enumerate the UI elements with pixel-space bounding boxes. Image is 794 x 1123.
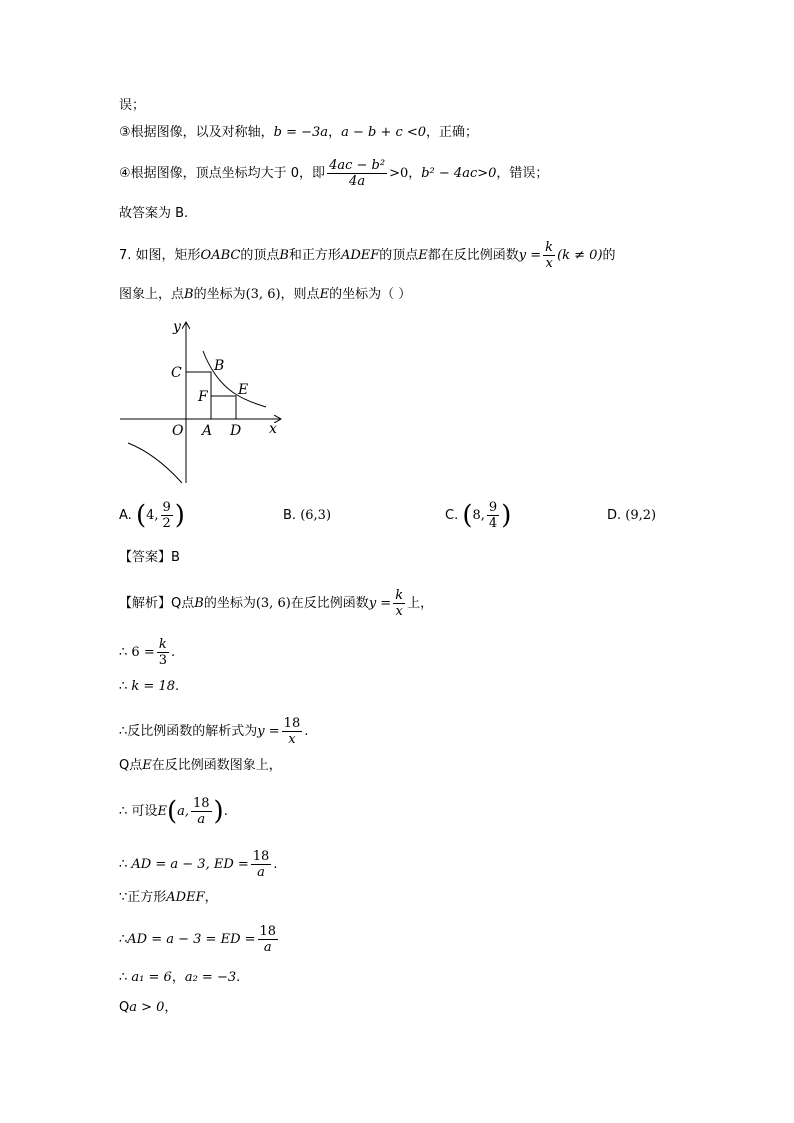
- math-symbol: B: [194, 596, 204, 611]
- text: Q: [119, 1000, 130, 1015]
- text: 【答案】B: [119, 550, 180, 565]
- math-expression: a₁ = 6: [131, 970, 172, 985]
- math-symbol: E: [319, 287, 330, 302]
- text: ，: [204, 890, 218, 905]
- fraction: [393, 588, 405, 619]
- text-line: [119, 158, 548, 189]
- text: 7. 如图，矩形: [119, 248, 201, 263]
- math-expression: (3, 6): [245, 287, 281, 302]
- label-d: D: [230, 423, 242, 439]
- solution-line: [119, 968, 240, 988]
- solution-line: [119, 849, 277, 880]
- text: 的顶点: [240, 248, 280, 263]
- fraction-denominator: a: [263, 940, 272, 955]
- text: .: [236, 970, 241, 985]
- text: ③根据图像，以及对称轴，: [119, 125, 274, 140]
- text: .: [273, 857, 278, 872]
- math-expression: a > 0: [129, 1000, 165, 1015]
- math-expression: AD = a − 3 = ED =: [127, 932, 256, 947]
- solution-line: [119, 677, 179, 697]
- solution-line: [119, 888, 218, 908]
- math-expression: b² − 4ac>0: [421, 166, 497, 181]
- math-expression: a₂ = −3: [184, 970, 237, 985]
- math-symbol: ADEF: [340, 248, 380, 263]
- math-expression: y =: [518, 248, 542, 263]
- text: ，: [328, 125, 342, 140]
- option-a: A. (4, $\frac{9}{2}$ ): [119, 500, 185, 531]
- math-expression: (k ≠ 0): [557, 248, 603, 263]
- text: 正方形: [127, 890, 167, 905]
- text: 的顶点: [379, 248, 419, 263]
- fraction: [487, 500, 499, 531]
- function-graph-figure: [112, 315, 292, 490]
- math-expression: 8,: [472, 508, 485, 523]
- option-letter: D.: [607, 508, 622, 523]
- fraction: [327, 158, 387, 189]
- label-e: E: [238, 382, 249, 398]
- fraction-numerator: 9: [488, 500, 498, 515]
- option-letter: B.: [283, 508, 297, 523]
- option-b: [283, 508, 331, 523]
- solution-line: [119, 716, 308, 747]
- text: 在反比例函数图象上，: [151, 758, 282, 773]
- label-y: y: [173, 319, 181, 335]
- square-adef: [211, 396, 236, 419]
- text-line: [119, 204, 188, 224]
- text: 的: [602, 248, 616, 263]
- hyperbola-branch-1: [203, 351, 266, 407]
- solution-line: [119, 998, 177, 1018]
- math-expression: 4,: [146, 508, 159, 523]
- math-symbol: ADEF: [166, 890, 205, 905]
- fraction: [157, 637, 169, 668]
- text: .: [175, 679, 180, 694]
- text: ，: [171, 970, 185, 985]
- fraction-denominator: 4: [488, 516, 498, 531]
- text-line: [119, 96, 145, 116]
- text: 故答案为 B.: [119, 206, 189, 221]
- text: 可设: [131, 804, 158, 819]
- math-expression: a − b + c <0: [341, 125, 427, 140]
- fraction-numerator: k: [545, 240, 554, 255]
- text: 的坐标为: [203, 596, 256, 611]
- math-expression: b = −3a: [273, 125, 329, 140]
- text: 点: [129, 758, 143, 773]
- math-symbol: B: [184, 287, 194, 302]
- text: ∴: [119, 970, 128, 985]
- fraction-denominator: x: [288, 732, 296, 747]
- text: 反比例函数的解析式为: [127, 724, 258, 739]
- text: Q: [171, 596, 182, 611]
- label-o: O: [172, 423, 184, 439]
- math-symbol: OABC: [200, 248, 241, 263]
- text: 的坐标为: [193, 287, 246, 302]
- fraction: [258, 924, 279, 955]
- question-7-line-2: [119, 285, 411, 305]
- text: Q: [119, 758, 130, 773]
- fraction-denominator: 3: [158, 653, 167, 668]
- text: 【解析】: [119, 596, 172, 611]
- text: ，正确；: [426, 125, 479, 140]
- option-letter: A.: [119, 508, 132, 523]
- text: .: [223, 804, 228, 819]
- text: 点: [181, 596, 195, 611]
- math-expression: (9,2): [625, 508, 657, 523]
- text: ，则点: [280, 287, 320, 302]
- fraction-numerator: 18: [192, 796, 210, 811]
- text: ∴: [119, 724, 128, 739]
- text-line: [119, 123, 478, 143]
- math-expression: y =: [368, 596, 392, 611]
- math-expression: (6,3): [300, 508, 332, 523]
- text: 误；: [119, 98, 146, 113]
- math-expression: y =: [257, 724, 280, 739]
- math-expression: >0，: [389, 166, 422, 181]
- text: .: [304, 724, 309, 739]
- fraction-numerator: k: [395, 588, 404, 603]
- text: 和正方形: [288, 248, 341, 263]
- label-f: F: [198, 389, 208, 405]
- fraction-numerator: 18: [259, 924, 277, 939]
- option-d: [607, 508, 656, 523]
- label-c: C: [171, 365, 182, 381]
- text: ∴: [119, 932, 128, 947]
- math-expression: AD = a − 3, ED =: [131, 857, 249, 872]
- math-symbol: E: [418, 248, 428, 263]
- solution-line: [119, 924, 280, 955]
- text: ∵: [119, 890, 128, 905]
- solution-line: [119, 588, 433, 619]
- fraction: [282, 716, 303, 747]
- math-expression: (3, 6): [255, 596, 291, 611]
- answer-line: [119, 548, 180, 568]
- text: ，错误；: [496, 166, 549, 181]
- text: 图象上，点: [119, 287, 185, 302]
- math-expression: 6 =: [131, 645, 155, 660]
- text: 在反比例函数: [290, 596, 369, 611]
- option-letter: C.: [445, 508, 459, 523]
- text: ∴: [119, 804, 128, 819]
- text: ∴: [119, 679, 128, 694]
- fraction: [251, 849, 272, 880]
- text: 都在反比例函数: [427, 248, 519, 263]
- fraction: [543, 240, 555, 271]
- fraction: [191, 796, 212, 827]
- fraction-denominator: x: [545, 256, 553, 271]
- solution-line: [119, 637, 175, 668]
- fraction-numerator: k: [157, 637, 169, 653]
- math-symbol: E: [142, 758, 152, 773]
- fraction-denominator: a: [257, 865, 265, 880]
- solution-line: ∴ 可设E(a, $\frac{18}{a}$ ).: [119, 796, 228, 827]
- fraction-denominator: x: [395, 604, 403, 619]
- label-b: B: [214, 358, 225, 374]
- option-c: C. (8, $\frac{9}{4}$ ): [445, 500, 512, 531]
- fraction: [161, 500, 173, 531]
- fraction-denominator: 2: [162, 516, 171, 531]
- fraction-numerator: 18: [283, 716, 301, 731]
- fraction-numerator: 4ac − b²: [329, 158, 386, 173]
- question-7-line-1: [119, 240, 616, 271]
- text: 的坐标为（ ）: [329, 287, 412, 302]
- math-expression: k = 18: [131, 679, 175, 694]
- text: ④根据图像，顶点坐标均大于 0，即: [119, 166, 326, 181]
- text: ∴: [119, 857, 128, 872]
- math-symbol: B: [279, 248, 289, 263]
- fraction-denominator: a: [197, 812, 206, 827]
- math-expression: a,: [177, 804, 189, 819]
- fraction-numerator: 9: [162, 500, 171, 515]
- text: ，: [164, 1000, 178, 1015]
- label-a: A: [202, 423, 213, 439]
- fraction-denominator: 4a: [349, 174, 366, 189]
- text: 上，: [407, 596, 434, 611]
- text: .: [171, 645, 176, 660]
- text: ∴: [119, 645, 128, 660]
- solution-line: [119, 756, 282, 776]
- hyperbola-branch-2: [128, 443, 182, 483]
- math-symbol: E: [157, 804, 167, 819]
- label-x: x: [269, 421, 277, 437]
- fraction-numerator: 18: [252, 849, 270, 864]
